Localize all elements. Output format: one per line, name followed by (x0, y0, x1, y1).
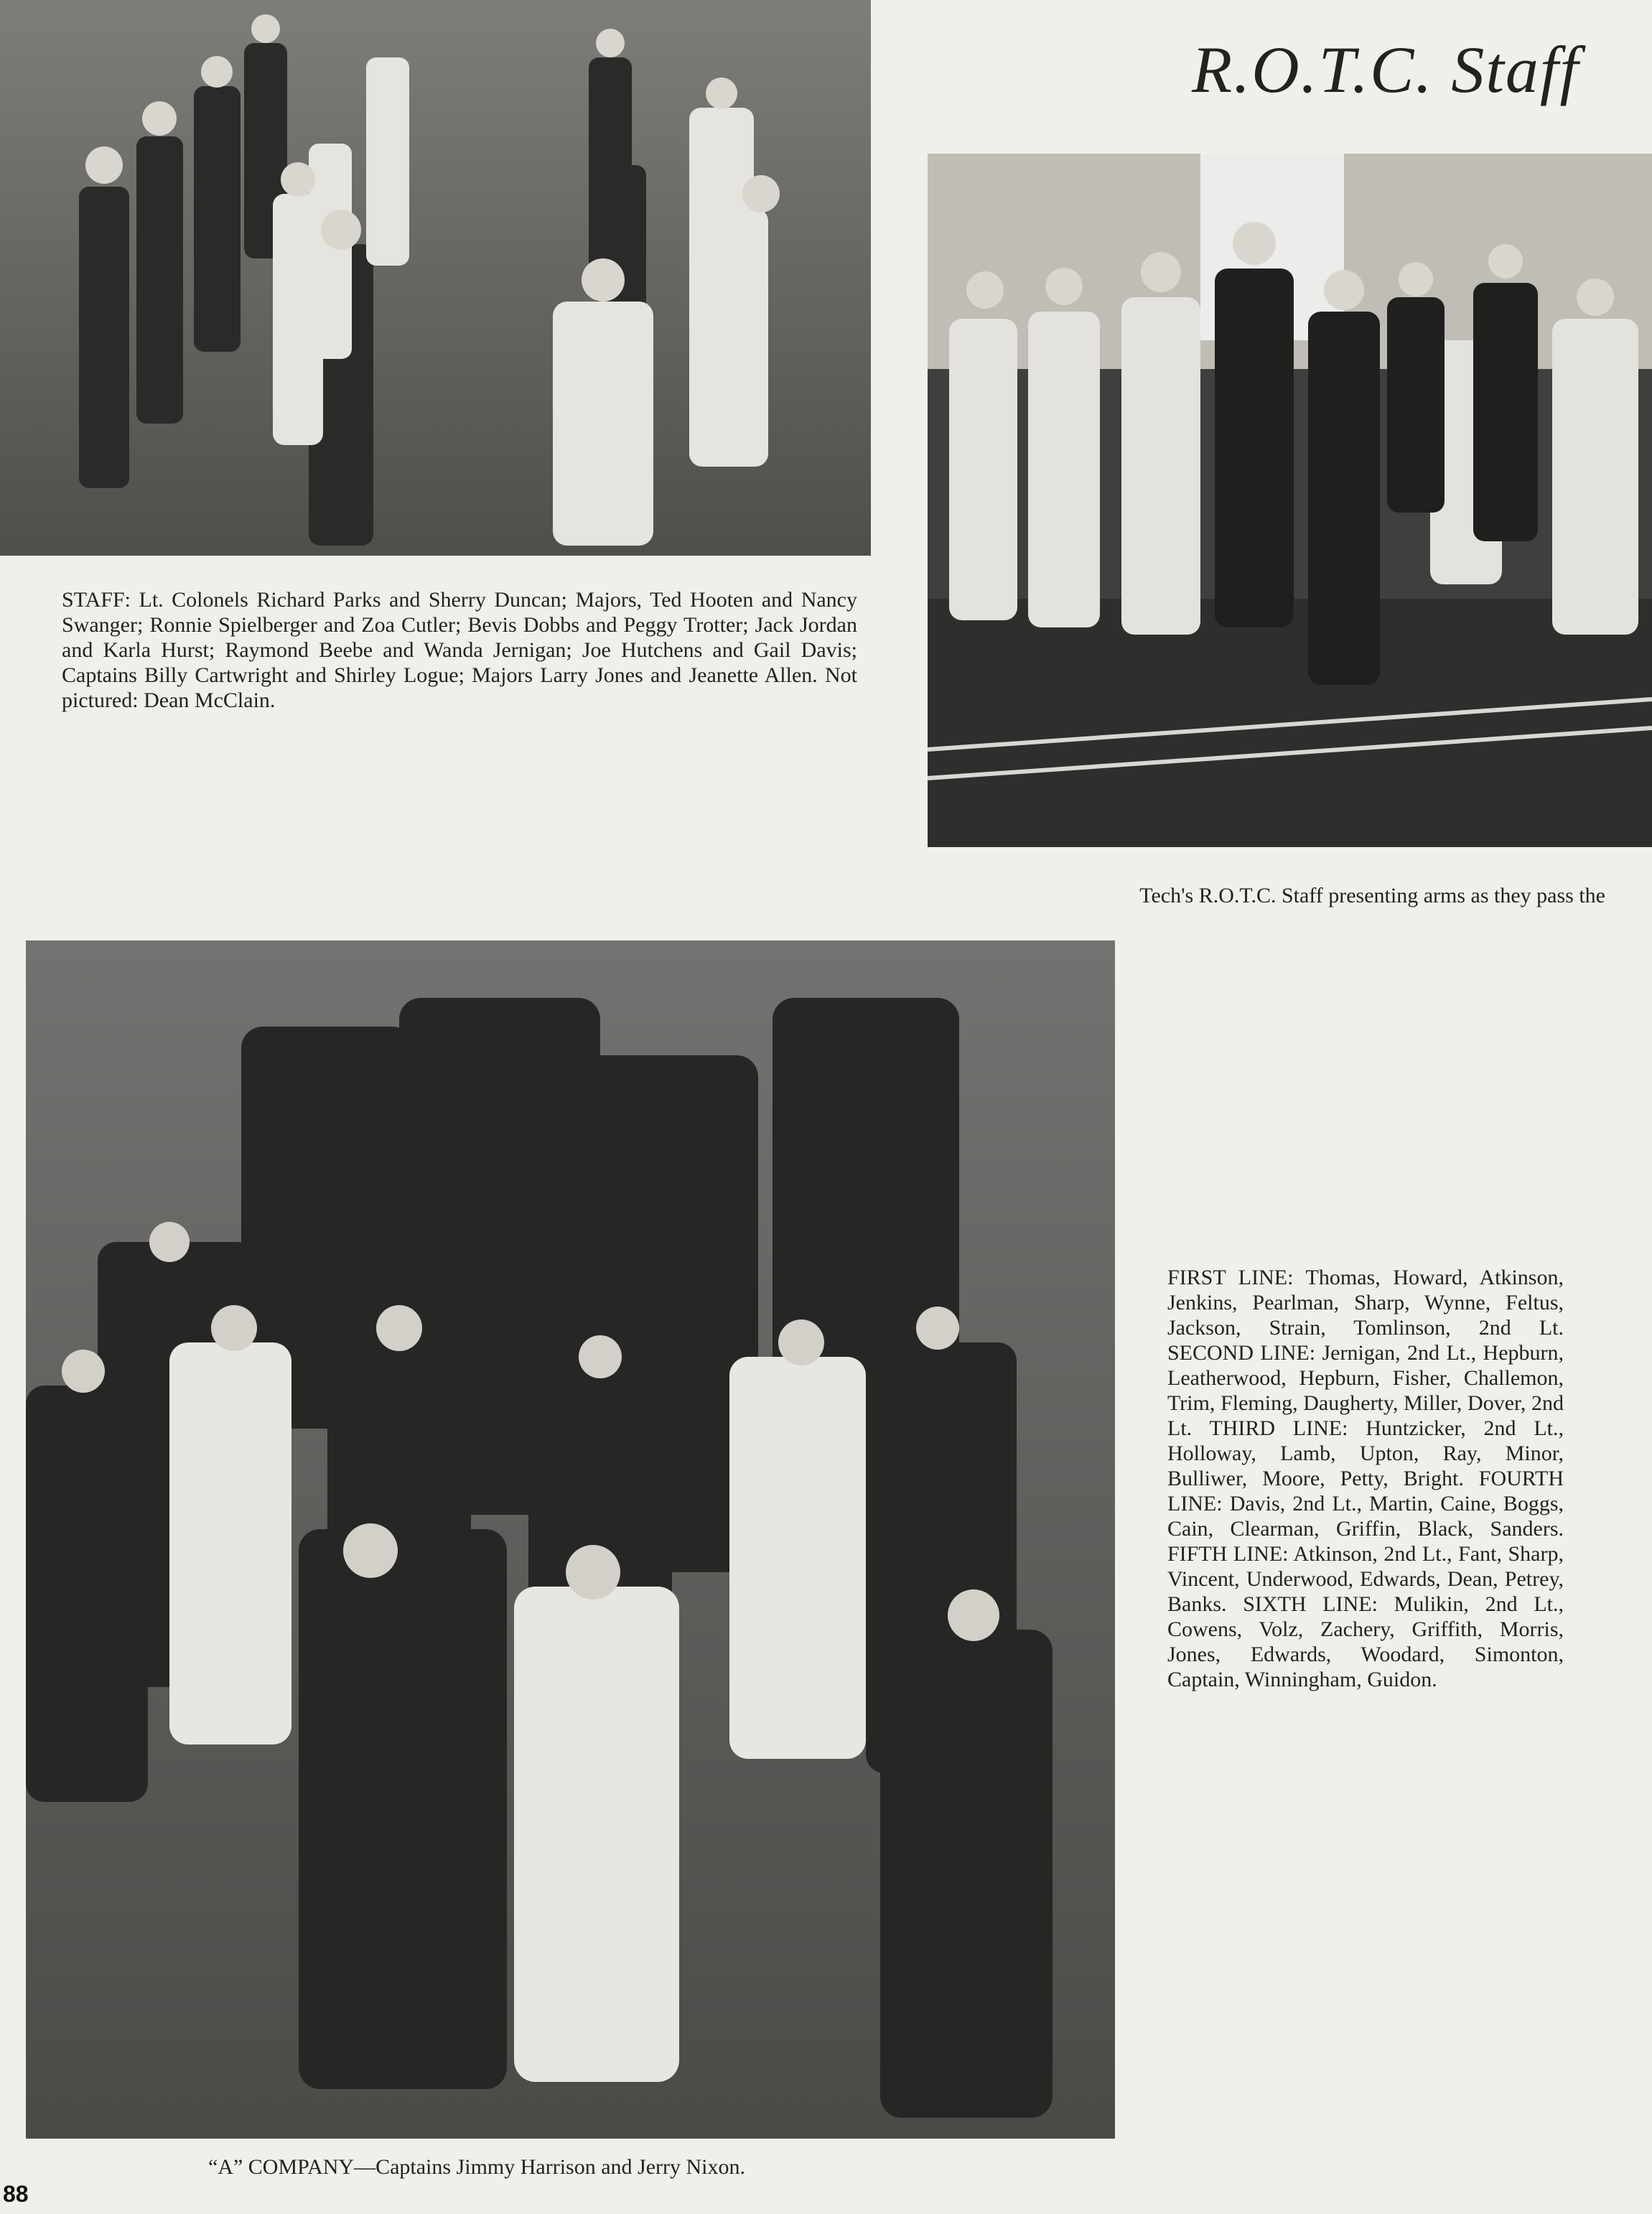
staff-caption: STAFF: Lt. Colonels Richard Parks and Sherry Duncan; Majors, Ted Hooten and Nancy Swanger; Ronnie Spielberger and Zoa Cutler; Bevis Dobbs and Peggy Trotter; Jack Jordan and Karla Hurst; Raymond Beebe and Wanda Jernigan; Joe Hutchens and Gail Davis; Captains Billy Cartwright and Shirley Logue; Majors Larry Jones and Jeanette Allen. Not pictured: Dean McClain. (62, 588, 857, 712)
company-caption: “A” COMPANY—Captains Jimmy Harrison and Jerry Nixon. (208, 2155, 745, 2179)
company-formation-photo (26, 940, 1115, 2139)
staff-field-photo (0, 0, 871, 556)
company-roster-caption: FIRST LINE: Thomas, Howard, Atkinson, Jenkins, Pearlman, Sharp, Wynne, Feltus, Jackson, Strain, Tomlinson, 2nd Lt. SECOND LINE: Jernigan, 2nd Lt., Hepburn, Leatherwood, Hepburn, Fisher, Challemon, Trim, Fleming, Daugherty, Miller, Dover, 2nd Lt. THIRD LINE: Huntzicker, 2nd Lt., Holloway, Lamb, Upton, Ray, Minor, Bulliwer, Moore, Petty, Bright. FOURTH LINE: Davis, 2nd Lt., Martin, Caine, Boggs, Cain, Clearman, Griffin, Black, Sanders. FIFTH LINE: Atkinson, 2nd Lt., Fant, Sharp, Vincent, Underwood, Edwards, Dean, Petrey, Banks. SIXTH LINE: Mulikin, 2nd Lt., Cowens, Volz, Zachery, Griffith, Morris, Jones, Edwards, Woodard, Simonton, Captain, Winningham, Guidon. (1167, 1266, 1564, 1691)
company-formation-photo-art (26, 940, 1115, 2139)
staff-field-photo-art (0, 0, 871, 556)
staff-parade-photo-art (928, 154, 1652, 847)
staff-parade-photo (928, 154, 1652, 847)
page-title: R.O.T.C. Staff (1192, 33, 1580, 106)
page-number: 88 (3, 2181, 29, 2207)
parade-caption: Tech's R.O.T.C. Staff presenting arms as they pass the (1139, 884, 1605, 907)
